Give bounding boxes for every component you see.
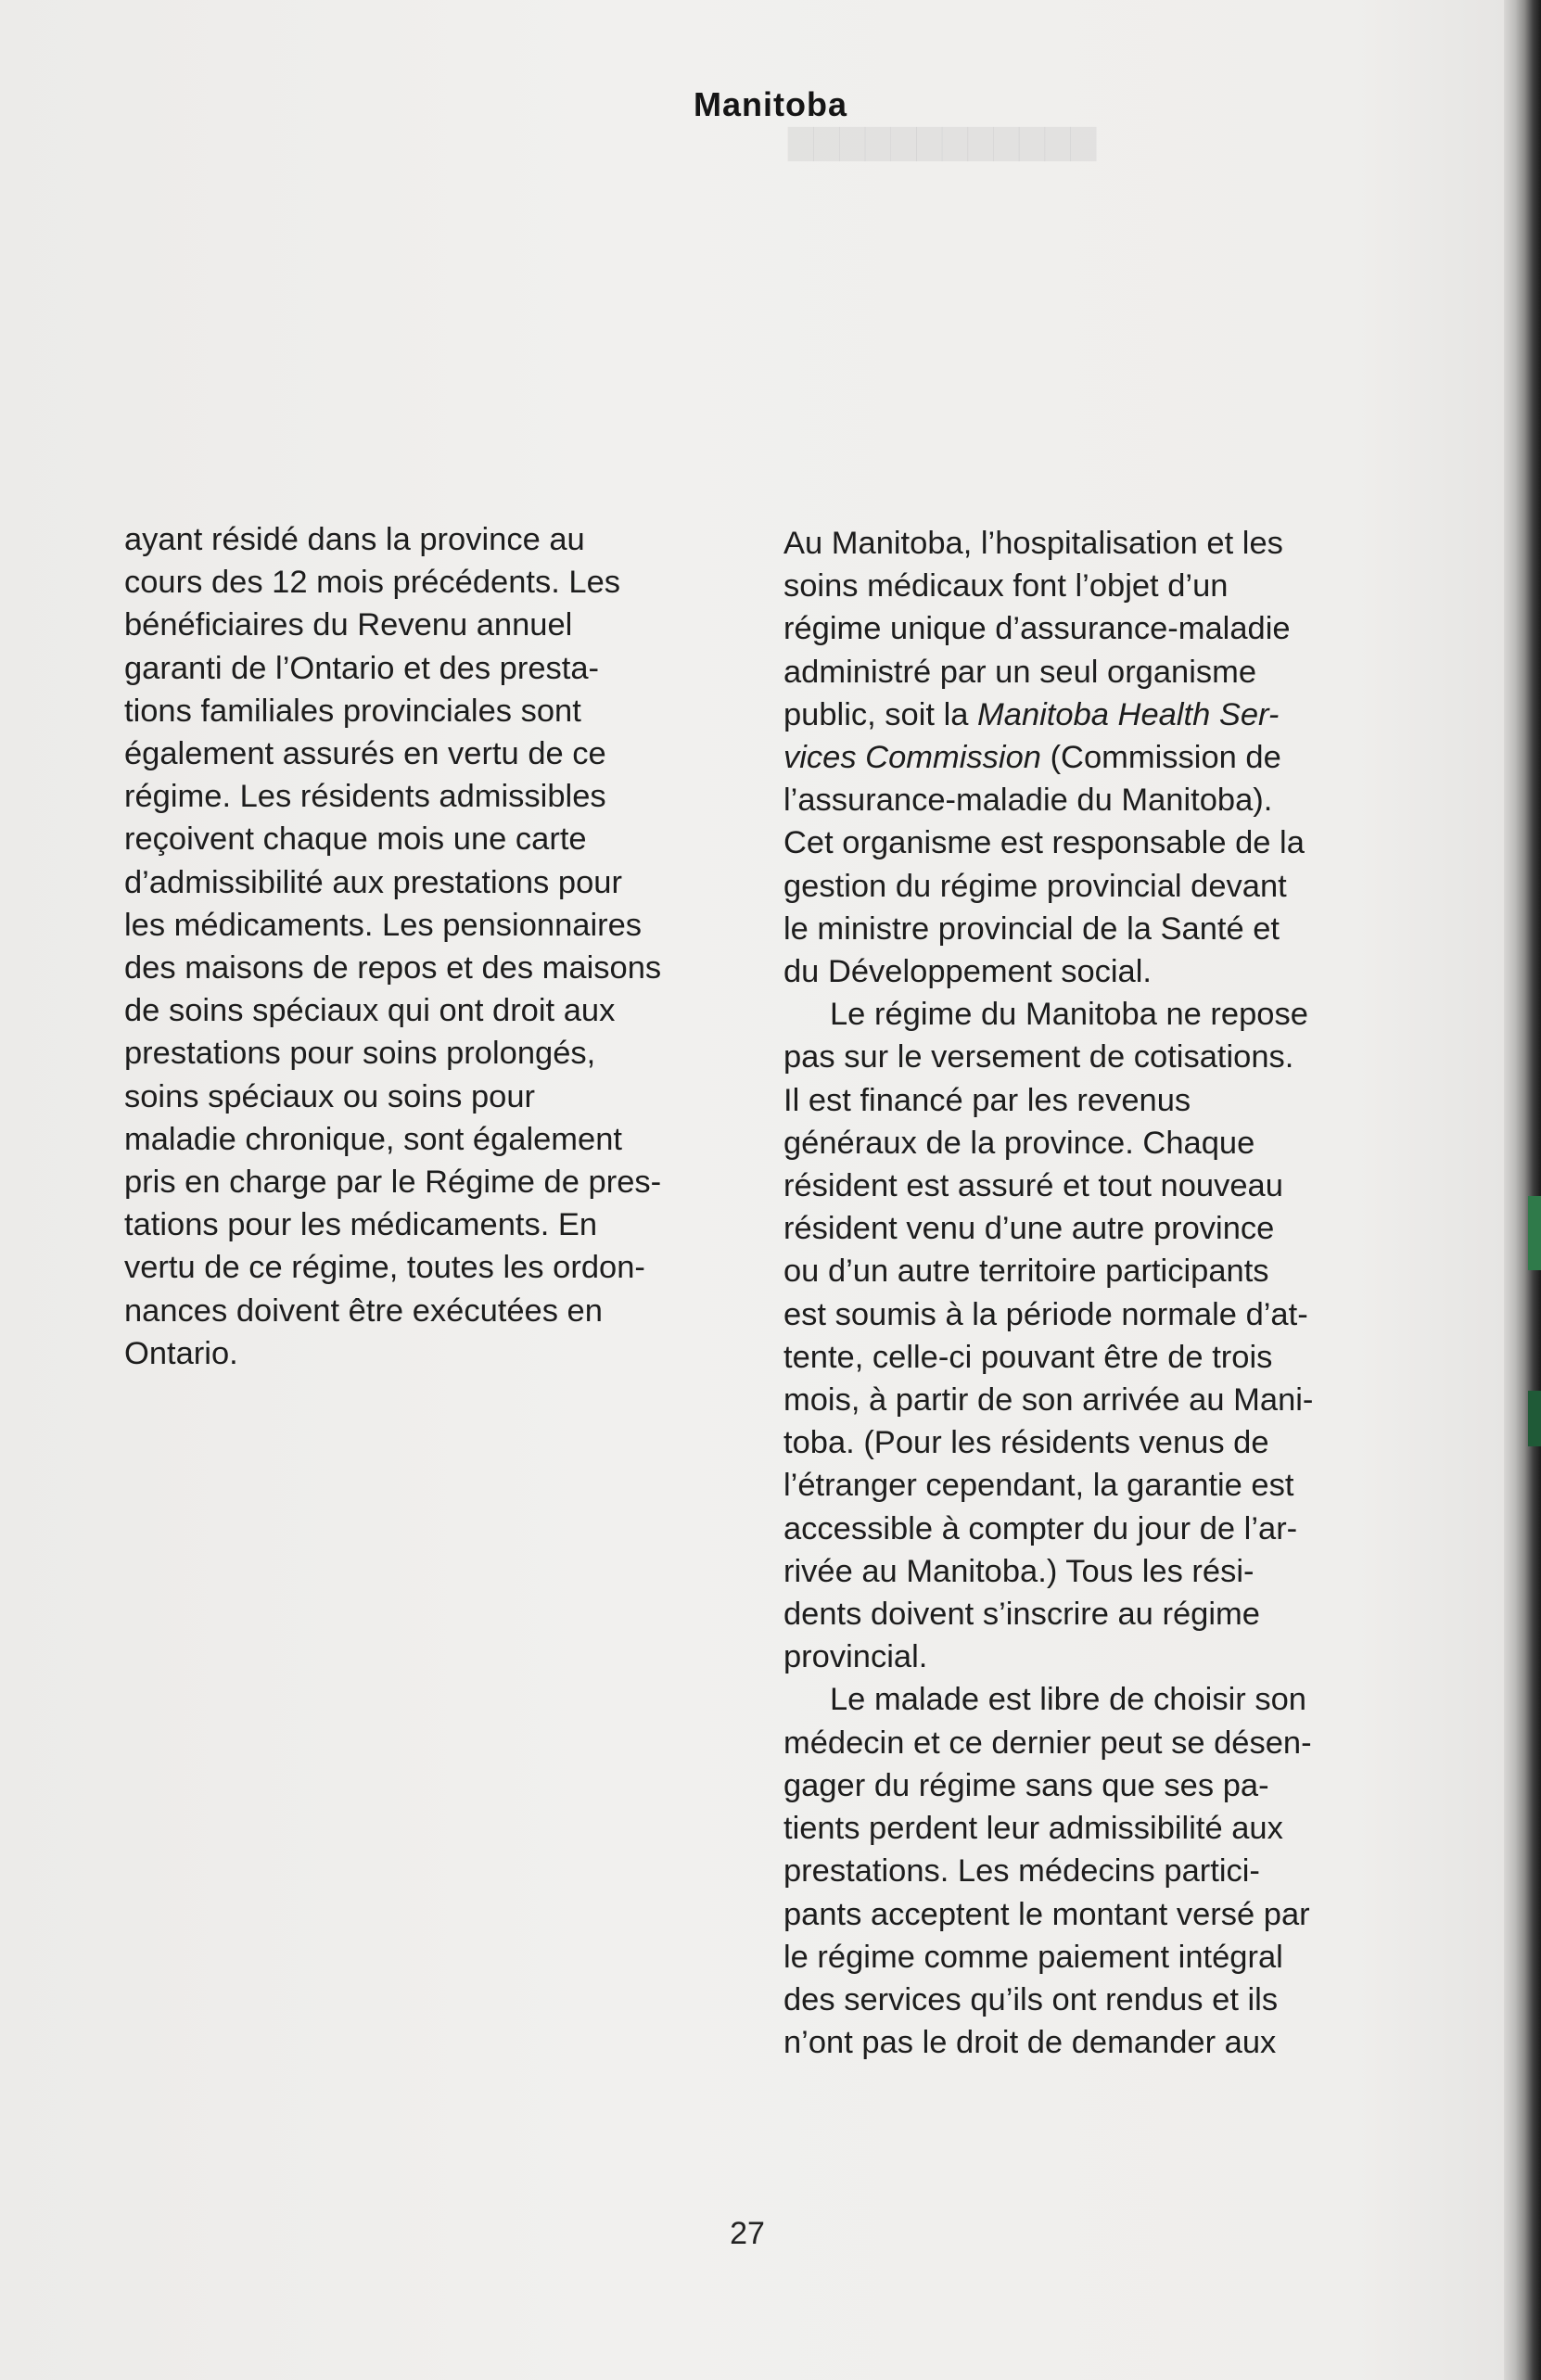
text-line: cours des 12 mois précédents. Les (124, 565, 621, 601)
page-edge-tab (1528, 1196, 1541, 1270)
text-fragment: public, soit la (783, 696, 978, 732)
text-line: gager du régime sans que ses pa- (783, 1767, 1269, 1803)
paragraph-financing (783, 993, 1433, 1678)
text-line: de soins spéciaux qui ont droit aux (124, 993, 616, 1029)
text-line (783, 694, 1433, 736)
paragraph-intro (783, 522, 1433, 993)
text-line: généraux de la province. Chaque (783, 1125, 1255, 1161)
text-line: prestations. Les médecins partici- (783, 1853, 1260, 1890)
text-line (783, 736, 1433, 779)
text-line: résident venu d’une autre province (783, 1211, 1275, 1247)
text-line: nances doivent être exécutées en (124, 1292, 603, 1329)
text-line: tients perdent leur admissibilité aux (783, 1811, 1283, 1847)
page-edge-tab (1528, 1391, 1541, 1446)
text-line: Au Manitoba, l’hospitalisation et les (783, 526, 1283, 561)
text-line: dents doivent s’inscrire au régime (783, 1597, 1260, 1633)
text-line: du Développement social. (783, 954, 1152, 990)
text-line: les médicaments. Les pensionnaires (124, 907, 643, 943)
text-line: vertu de ce régime, toutes les ordon- (124, 1250, 645, 1286)
text-line: également assurés en vertu de ce (124, 736, 606, 772)
italic-organism-name: Manitoba Health Ser- (977, 696, 1280, 732)
text-line: Le malade est libre de choisir son (830, 1682, 1306, 1718)
text-line: Il est financé par les revenus (783, 1082, 1191, 1118)
text-line: Le régime du Manitoba ne repose (830, 997, 1308, 1033)
text-line: administré par un seul organisme (783, 654, 1257, 690)
text-line: toba. (Pour les résidents venus de (783, 1425, 1269, 1461)
text-line: pas sur le versement de cotisations. (783, 1039, 1294, 1075)
text-line: tions familiales provinciales sont (124, 693, 581, 729)
text-line: provincial. (783, 1639, 928, 1675)
text-line: régime unique d’assurance-maladie (783, 611, 1291, 647)
text-line: rivée au Manitoba.) Tous les rési- (783, 1553, 1254, 1589)
left-column (124, 518, 755, 1375)
text-line: l’assurance-maladie du Manitoba). (783, 783, 1273, 819)
text-fragment: (Commission de (1040, 740, 1281, 776)
text-line: le ministre provincial de la Santé et (783, 910, 1280, 947)
text-line: tente, celle-ci pouvant être de trois (783, 1339, 1273, 1375)
text-line: des maisons de repos et des maisons (124, 950, 662, 986)
text-line: maladie chronique, sont également (124, 1121, 623, 1157)
text-line: soins spéciaux ou soins pour (124, 1078, 536, 1114)
text-line: pris en charge par le Régime de pres- (124, 1165, 662, 1201)
text-line: médecin et ce dernier peut se désen- (783, 1725, 1312, 1761)
text-line: est soumis à la période normale d’at- (783, 1296, 1308, 1332)
text-line: bénéficiaires du Revenu annuel (124, 607, 573, 643)
text-line: des services qu’ils ont rendus et ils (783, 1981, 1279, 2017)
text-line: soins médicaux font l’objet d’un (783, 568, 1229, 605)
left-paragraph (124, 518, 755, 1375)
text-line: pants acceptent le montant versé par (783, 1896, 1310, 1932)
text-line: n’ont pas le droit de demander aux (783, 2025, 1277, 2061)
running-header: Manitoba (694, 85, 847, 123)
text-line: prestations pour soins prolongés, (124, 1036, 596, 1072)
right-column (783, 522, 1433, 2064)
text-line: l’étranger cependant, la garantie est (783, 1468, 1294, 1504)
text-line: régime. Les résidents admissibles (124, 779, 606, 815)
text-line: mois, à partir de son arrivée au Mani- (783, 1382, 1314, 1419)
text-line: tations pour les médicaments. En (124, 1207, 598, 1243)
text-line: reçoivent chaque mois une carte (124, 821, 587, 858)
text-line: ou d’un autre territoire participants (783, 1254, 1269, 1290)
text-line: Ontario. (124, 1335, 238, 1371)
text-line: ayant résidé dans la province au (124, 522, 585, 557)
paragraph-physicians (783, 1678, 1433, 2064)
italic-organism-name: vices Commission (783, 740, 1041, 776)
text-line: Cet organisme est responsable de la (783, 825, 1305, 861)
text-line: gestion du régime provincial devant (783, 868, 1287, 904)
text-line: le régime comme paiement intégral (783, 1939, 1283, 1975)
page-edge (1504, 0, 1541, 2380)
page-number: 27 (730, 2216, 765, 2251)
text-line: d’admissibilité aux prestations pour (124, 864, 622, 900)
text-line: résident est assuré et tout nouveau (783, 1168, 1283, 1204)
text-line: accessible à compter du jour de l’ar- (783, 1510, 1298, 1546)
text-line: garanti de l’Ontario et des presta- (124, 650, 600, 686)
